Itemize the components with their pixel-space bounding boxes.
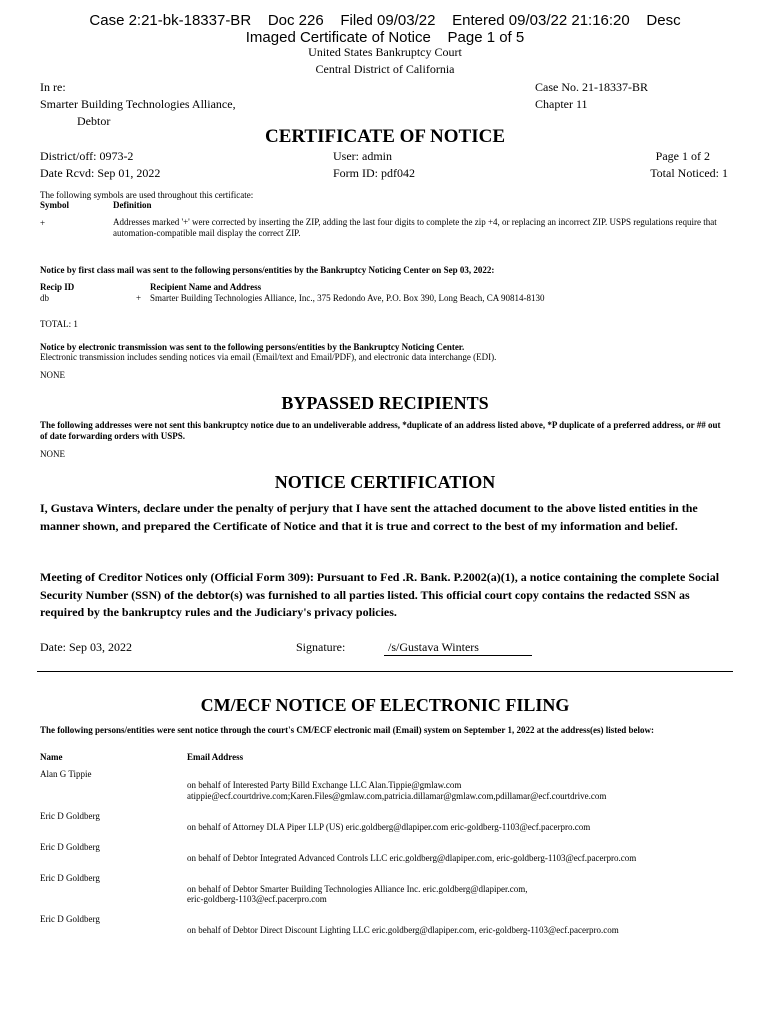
form-id: Form ID: pdf042 [333, 166, 415, 180]
recip-corrected-mark: + [136, 293, 142, 303]
recipient-name-address: Smarter Building Technologies Alliance, Inc., 375 Redondo Ave, P.O. Box 390, Long Beach, CA 90814-8130 [150, 293, 545, 303]
cmecf-row-email: on behalf of Debtor Smarter Building Technologies Alliance Inc. eric.goldberg@dlapiper.com, [187, 884, 528, 894]
plus-definition: Addresses marked '+' were corrected by inserting the ZIP, adding the last four digits to complete the zip +4, or replacing an incorrect ZIP. USPS regulations require that automation-compatible mail display the correct ZIP. [113, 217, 717, 238]
certificate-title: CERTIFICATE OF NOTICE [264, 126, 506, 147]
court-district: Central District of California [315, 62, 455, 76]
signature-underline [384, 655, 532, 656]
bypassed-title: BYPASSED RECIPIENTS [281, 393, 489, 413]
recip-id-value: db [40, 293, 49, 303]
cmecf-intro: The following persons/entities were sent notice through the court's CM/ECF electronic mail (Email) system on September 1, 2022 at the address(es) listed below: [40, 725, 655, 735]
certification-ssn-notice: Meeting of Creditor Notices only (Official Form 309): Pursuant to Fed .R. Bank. P.2002(a)(1), a notice containing the complete Social Security Number (SSN) of the debtor(s) was furnished to all parties listed. This official court copy contains the redacted SSN as required by the bankruptcy rules and the Judiciary's privacy policies. [40, 570, 720, 619]
date-received: Date Rcvd: Sep 01, 2022 [40, 166, 161, 180]
cmecf-row-email: on behalf of Interested Party Billd Exchange LLC Alan.Tippie@gmlaw.com [187, 780, 462, 790]
definition-column-header: Definition [113, 200, 152, 210]
first-class-intro: Notice by first class mail was sent to the following persons/entities by the Bankruptcy Noticing Center on Sep 03, 2022: [40, 265, 495, 275]
recip-id-header: Recip ID [40, 282, 75, 292]
cmecf-row-email-cont: atippie@ecf.courtdrive.com;Karen.Files@gmlaw.com,patricia.dillamar@gmlaw.com,pdillamar@ecf.courtdrive.com [187, 791, 607, 801]
header-stamp [0, 12, 770, 46]
cmecf-row-name: Eric D Goldberg [40, 842, 100, 852]
cmecf-row-name: Eric D Goldberg [40, 914, 100, 924]
header-line-1: Case 2:21-bk-18337-BR Doc 226 Filed 09/03/22 Entered 09/03/22 21:16:20 Desc [89, 12, 681, 29]
symbols-intro: The following symbols are used throughout this certificate: [40, 190, 254, 200]
header-line-2: Imaged Certificate of Notice Page 1 of 5 [245, 29, 525, 46]
debtor-label: Debtor [77, 114, 111, 128]
cmecf-row-email: on behalf of Attorney DLA Piper LLP (US) eric.goldberg@dlapiper.com eric-goldberg-1103@ecf.pacerpro.com [187, 822, 591, 832]
cmecf-row-email: on behalf of Debtor Direct Discount Lighting LLC eric.goldberg@dlapiper.com, eric-goldberg-1103@ecf.pacerpro.com [187, 925, 619, 935]
certification-date: Date: Sep 03, 2022 [40, 640, 132, 654]
recipient-name-header: Recipient Name and Address [150, 282, 262, 292]
cmecf-row-email: on behalf of Debtor Integrated Advanced Controls LLC eric.goldberg@dlapiper.com, eric-goldberg-1103@ecf.pacerpro.com [187, 853, 637, 863]
district-off: District/off: 0973-2 [40, 149, 134, 163]
cmecf-row-email-cont: eric-goldberg-1103@ecf.pacerpro.com [187, 894, 327, 904]
email-column-header: Email Address [187, 752, 244, 762]
case-number: Case No. 21-18337-BR [535, 80, 648, 94]
debtor-name: Smarter Building Technologies Alliance, [40, 97, 236, 111]
certification-declaration: I, Gustava Winters, declare under the penalty of perjury that I have sent the attached document to the above listed entities in the manner shown, and prepared the Certificate of Notice and that it is true and correct to the best of my information and belief. [40, 501, 698, 533]
certification-title: NOTICE CERTIFICATION [274, 472, 496, 492]
page-count: Page 1 of 2 [655, 149, 710, 163]
in-re-label: In re: [40, 80, 66, 94]
total-noticed: Total Noticed: 1 [650, 166, 728, 180]
signature-label: Signature: [296, 640, 346, 654]
first-class-total: TOTAL: 1 [40, 319, 78, 329]
name-column-header: Name [40, 752, 63, 762]
plus-symbol: + [40, 218, 46, 228]
cmecf-row-name: Alan G Tippie [40, 769, 92, 779]
electronic-sub: Electronic transmission includes sending notices via email (Email/text and Email/PDF), and electronic data interchange (EDI). [40, 352, 497, 362]
symbol-column-header: Symbol [40, 200, 70, 210]
user: User: admin [333, 149, 392, 163]
electronic-intro: Notice by electronic transmission was sent to the following persons/entities by the Bankruptcy Noticing Center. [40, 342, 465, 352]
electronic-none: NONE [40, 370, 65, 380]
signature-value: /s/Gustava Winters [388, 640, 479, 654]
bypassed-text: The following addresses were not sent this bankruptcy notice due to an undeliverable address, *duplicate of an address listed above, *P duplicate of a preferred address, or ## out of date forwarding orders with USPS. [40, 420, 721, 441]
chapter: Chapter 11 [535, 97, 588, 111]
bypassed-none: NONE [40, 449, 65, 459]
cmecf-row-name: Eric D Goldberg [40, 873, 100, 883]
cmecf-title: CM/ECF NOTICE OF ELECTRONIC FILING [200, 695, 570, 715]
cmecf-row-name: Eric D Goldberg [40, 811, 100, 821]
section-divider [37, 671, 733, 672]
court-name: United States Bankruptcy Court [308, 45, 462, 59]
